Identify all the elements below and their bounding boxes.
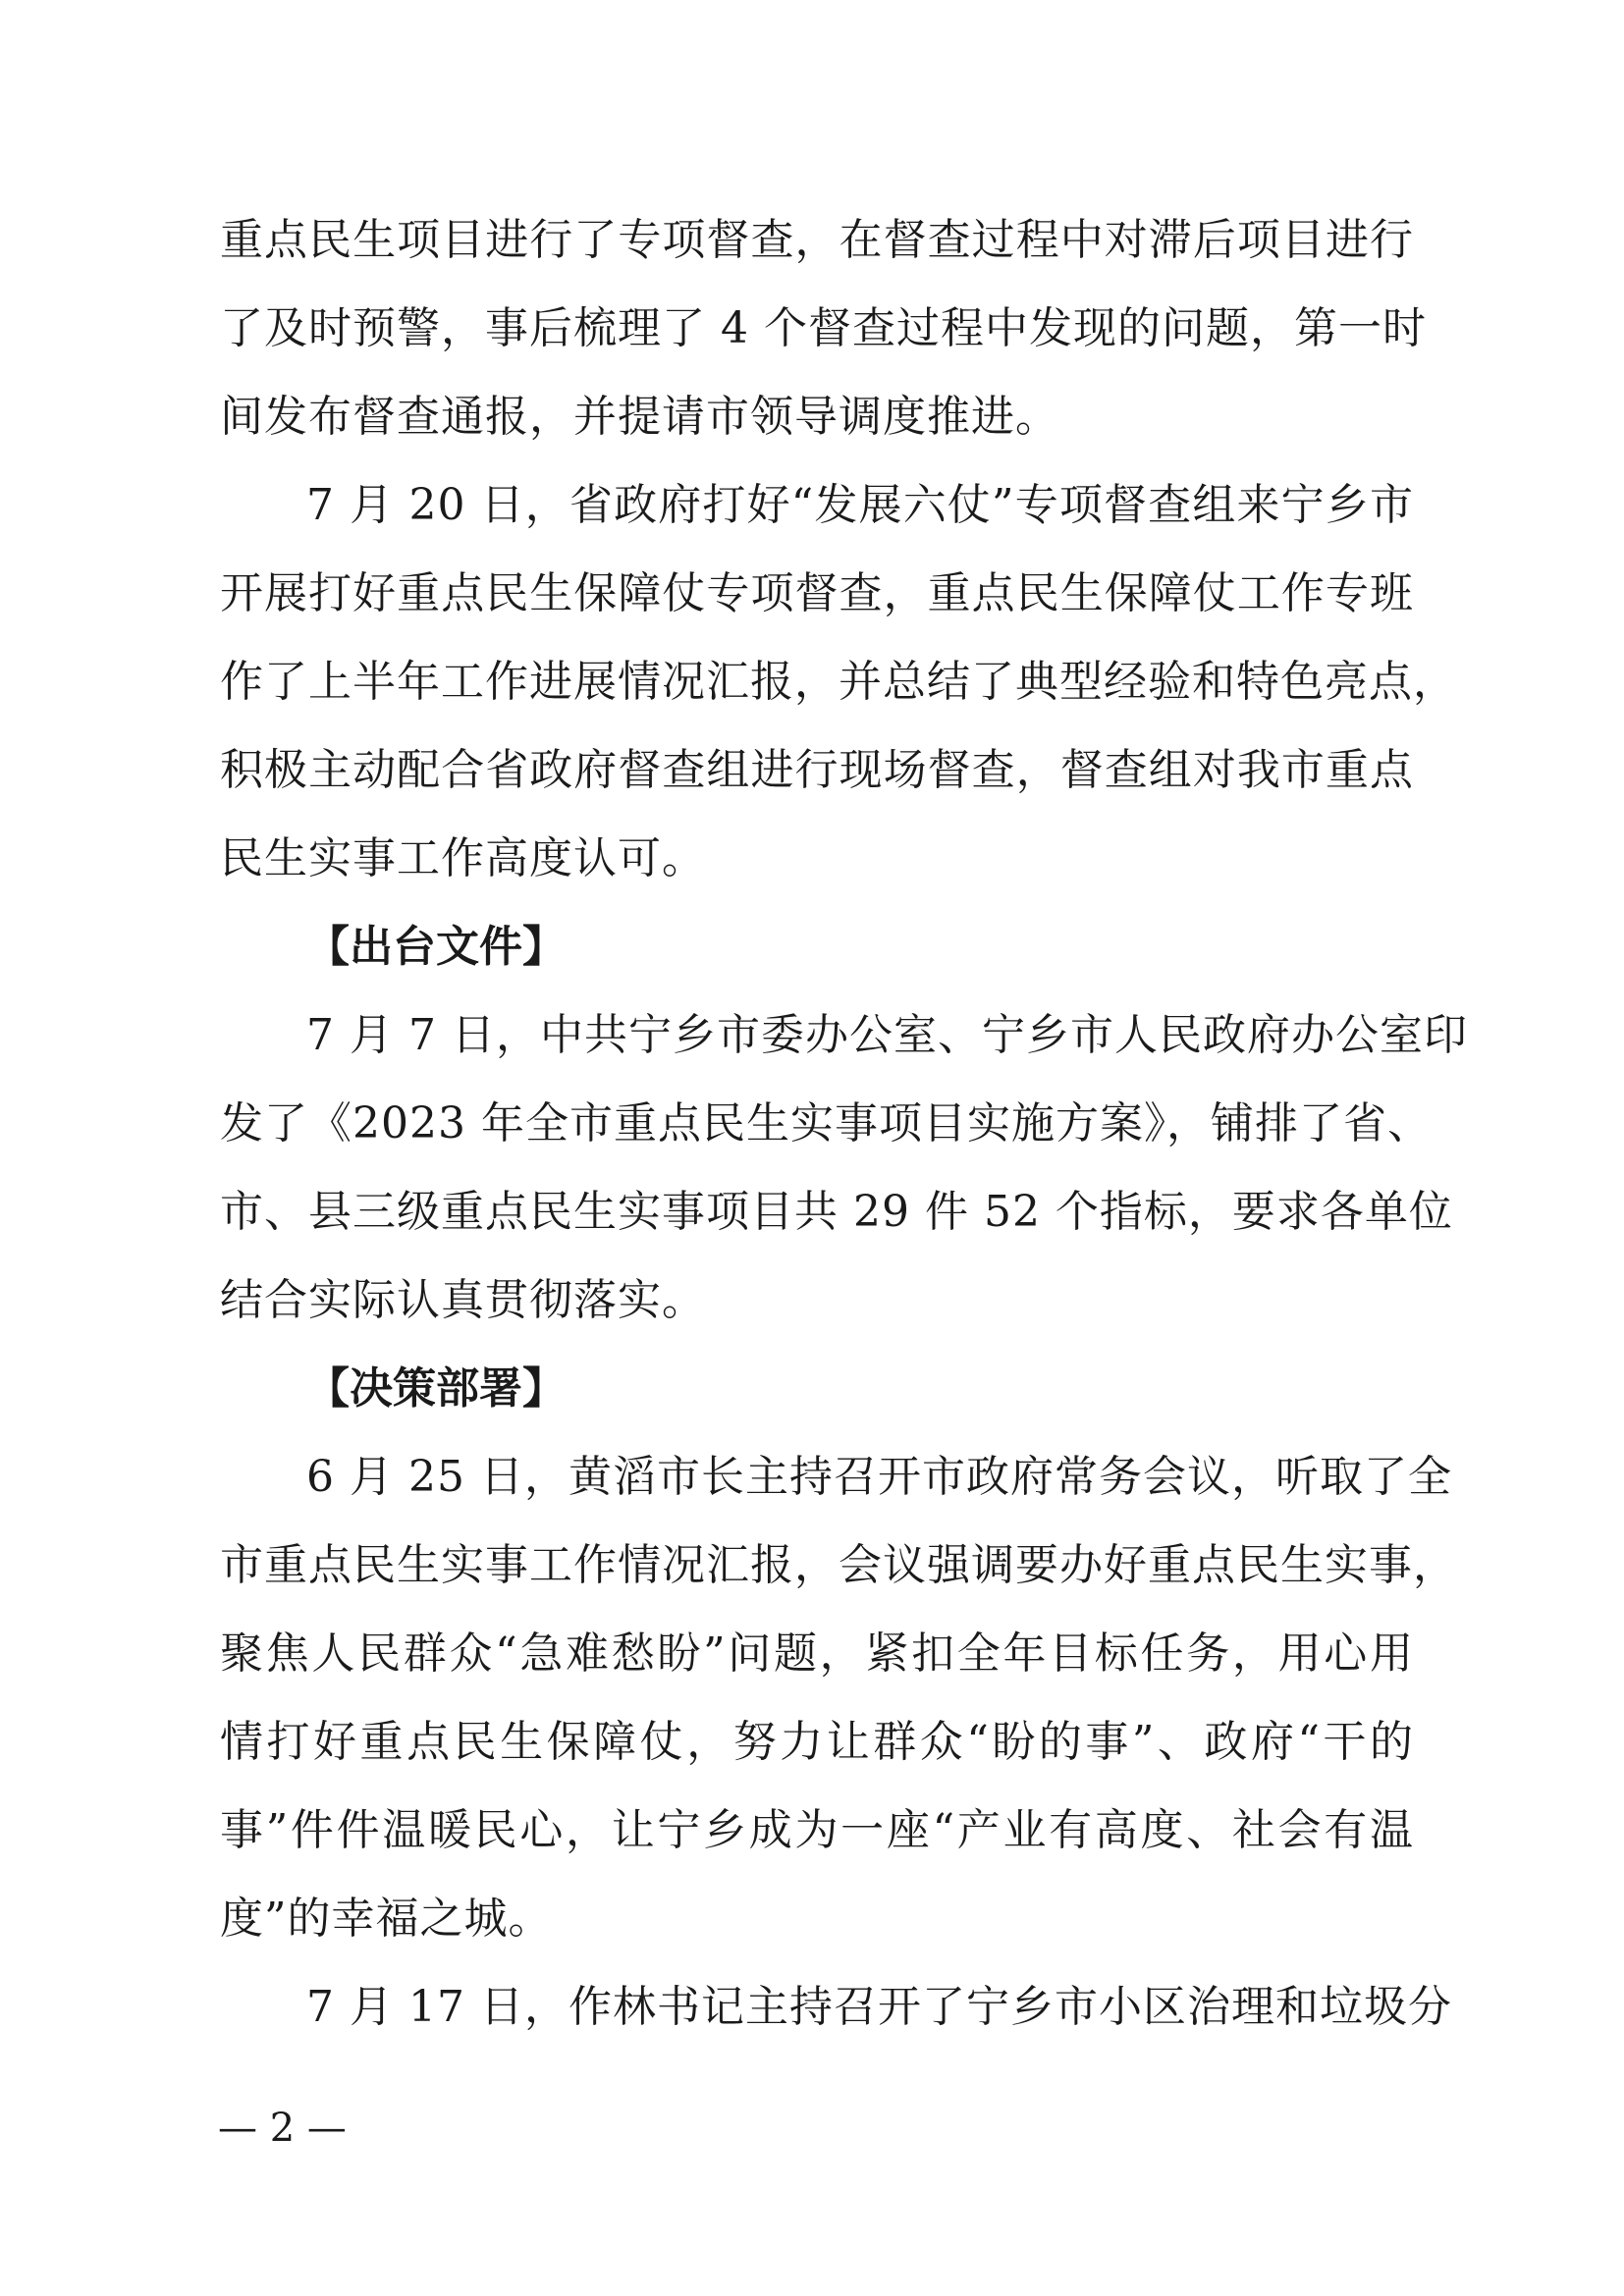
paragraph-meeting — [220, 1963, 1452, 2052]
text-line: 结合实际认真贯彻落实。 — [220, 1275, 706, 1325]
text-line: 市、县三级重点民生实事项目共 29 件 52 个指标，要求各单位 — [220, 1187, 1453, 1237]
text-line: 7 月 7 日，中共宁乡市委办公室、宁乡市人民政府办公室印 — [306, 1010, 1468, 1060]
paragraph-documents — [220, 991, 1468, 1345]
text-line: 聚焦人民群众“急难愁盼”问题，紧扣全年目标任务，用心用 — [220, 1629, 1414, 1679]
text-line: 度”的幸福之城。 — [220, 1894, 553, 1944]
text-line: 间发布督查通报，并提请市领导调度推进。 — [220, 392, 1059, 442]
text-line: 7 月 17 日，作林书记主持召开了宁乡市小区治理和垃圾分 — [306, 1982, 1452, 2032]
document-body — [220, 196, 1468, 2052]
text-line: 7 月 20 日，省政府打好“发展六仗”专项督查组来宁乡市 — [306, 480, 1414, 530]
text-line: 民生实事工作高度认可。 — [220, 833, 706, 883]
page-number: — 2 — — [218, 2106, 347, 2151]
text-line: 开展打好重点民生保障仗专项督查，重点民生保障仗工作专班 — [220, 568, 1414, 618]
section-heading-decisions: 【决策部署】 — [306, 1363, 566, 1414]
text-line: 了及时预警，事后梳理了 4 个督查过程中发现的问题，第一时 — [220, 303, 1427, 353]
text-line: 情打好重点民生保障仗，努力让群众“盼的事”、政府“干的 — [220, 1717, 1414, 1767]
paragraph-inspection — [220, 461, 1457, 903]
text-line: 积极主动配合省政府督查组进行现场督查，督查组对我市重点 — [220, 745, 1414, 795]
paragraph-continuation — [220, 196, 1427, 461]
text-line: 作了上半年工作进展情况汇报，并总结了典型经验和特色亮点， — [220, 657, 1457, 707]
text-line: 事”件件温暖民心，让宁乡成为一座“产业有高度、社会有温 — [220, 1805, 1414, 1855]
text-line: 6 月 25 日，黄滔市长主持召开市政府常务会议，听取了全 — [306, 1452, 1452, 1502]
text-line: 市重点民生实事工作情况汇报，会议强调要办好重点民生实事， — [220, 1540, 1457, 1590]
text-line: 重点民生项目进行了专项督查，在督查过程中对滞后项目进行 — [220, 215, 1414, 265]
text-line: 发了《2023 年全市重点民生实事项目实施方案》，铺排了省、 — [220, 1098, 1432, 1148]
paragraph-decisions — [220, 1433, 1457, 1963]
section-heading-documents: 【出台文件】 — [306, 922, 566, 972]
